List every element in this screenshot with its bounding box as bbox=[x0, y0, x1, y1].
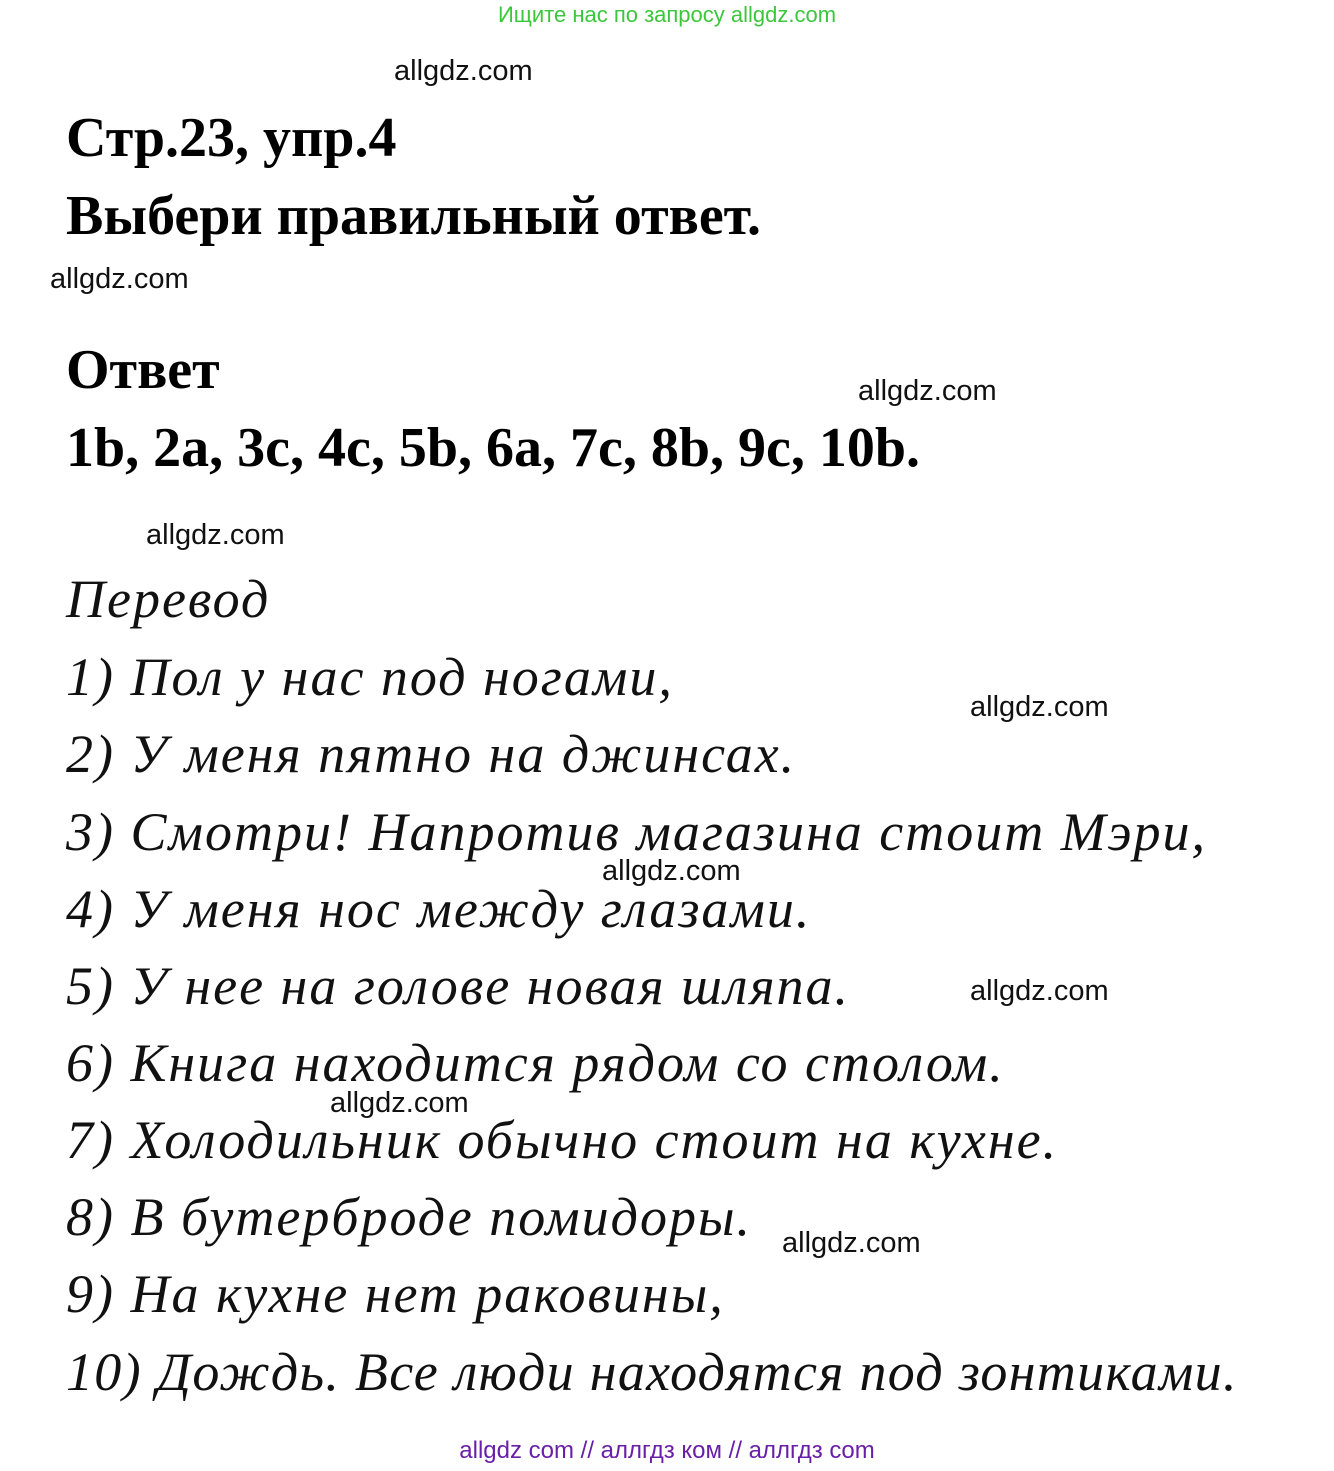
translation-line-5: 5) У нее на голове новая шляпа. bbox=[66, 956, 851, 1016]
footer-links: allgdz com // аллгдз ком // аллгдз com bbox=[459, 1437, 875, 1464]
exercise-title: Стр.23, упр.4 bbox=[66, 107, 397, 169]
watermark: allgdz.com bbox=[50, 263, 189, 295]
watermark: allgdz.com bbox=[330, 1087, 469, 1119]
watermark: allgdz.com bbox=[146, 519, 285, 551]
translation-line-3: 3) Смотри! Напротив магазина стоит Мэри, bbox=[66, 802, 1208, 862]
translation-line-8: 8) В бутерброде помидоры. bbox=[66, 1187, 753, 1247]
watermark: allgdz.com bbox=[970, 975, 1109, 1007]
translation-line-7: 7) Холодильник обычно стоит на кухне. bbox=[66, 1110, 1059, 1170]
translation-line-4: 4) У меня нос между глазами. bbox=[66, 879, 812, 939]
answer-heading: Ответ bbox=[66, 339, 220, 401]
watermark: allgdz.com bbox=[970, 691, 1109, 723]
exercise-instruction: Выбери правильный ответ. bbox=[66, 185, 761, 247]
translation-line-9: 9) На кухне нет раковины, bbox=[66, 1264, 725, 1324]
watermark: allgdz.com bbox=[394, 55, 533, 87]
watermark: allgdz.com bbox=[858, 375, 997, 407]
translation-line-1: 1) Пол у нас под ногами, bbox=[66, 647, 674, 707]
translation-line-2: 2) У меня пятно на джинсах. bbox=[66, 724, 797, 784]
watermark: allgdz.com bbox=[782, 1227, 921, 1259]
watermark: allgdz.com bbox=[602, 855, 741, 887]
translation-line-6: 6) Книга находится рядом со столом. bbox=[66, 1033, 1005, 1093]
translation-line-10: 10) Дождь. Все люди находятся под зонтиками. bbox=[66, 1342, 1238, 1402]
search-banner: Ищите нас по запросу allgdz.com bbox=[497, 2, 837, 27]
translation-heading: Перевод bbox=[66, 569, 271, 629]
answer-text: 1b, 2a, 3c, 4c, 5b, 6a, 7c, 8b, 9c, 10b. bbox=[66, 417, 920, 479]
